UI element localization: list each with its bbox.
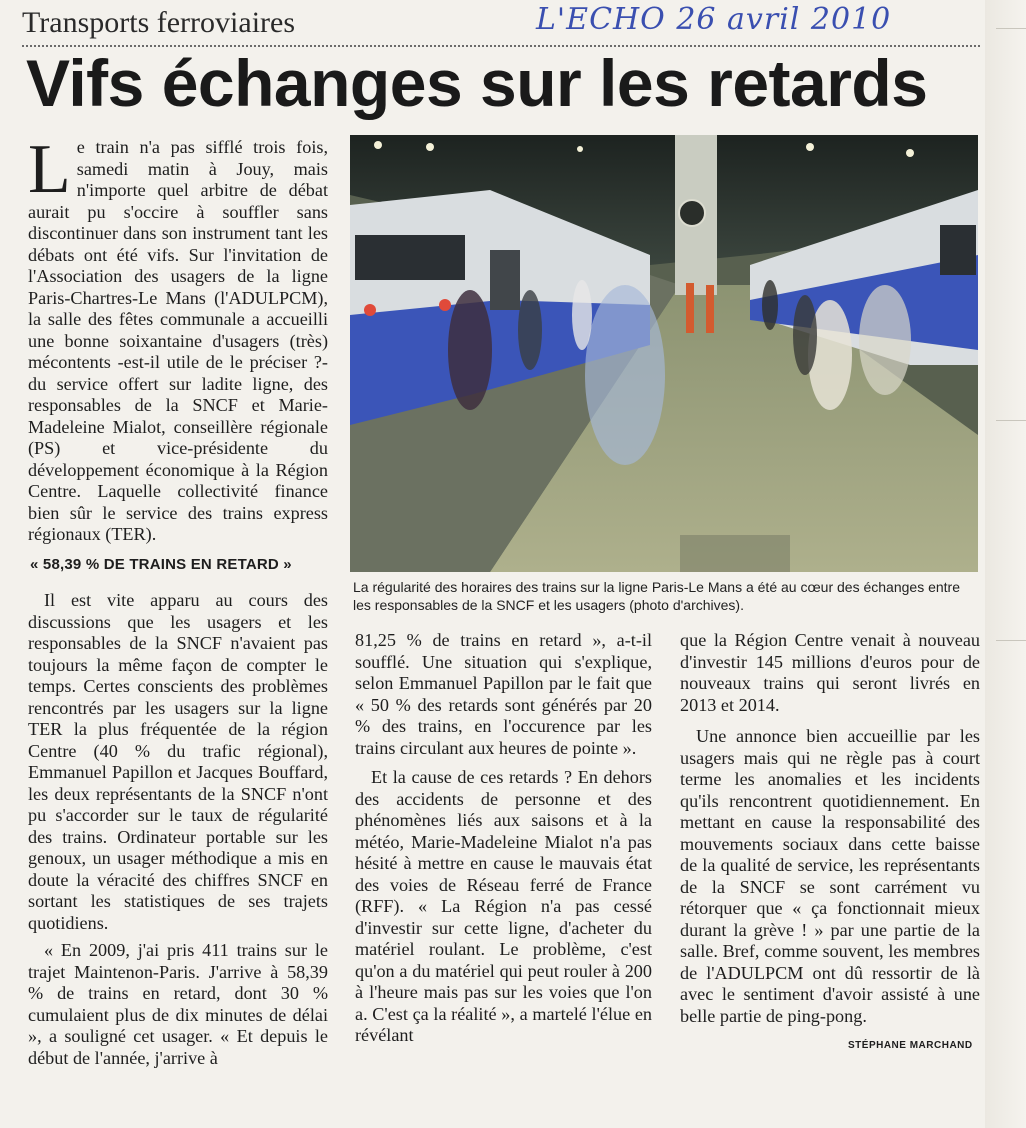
paragraph-quote: « En 2009, j'ai pris 411 trains sur le trajet Maintenon-Paris. J'arrive à 58,39 % de trains en retard, dont 30 % cumulaient plus de dix minutes de délai », a souligné cet usager. « Et depuis le début de l'année, j'arrive à <box>28 940 328 1068</box>
paragraph-body: Une annonce bien accueillie par les usagers mais qui ne règle pas à court terme les anomalies et les incidents qu'ils rencontrent quotidiennement. En mettant en cause la responsabilité des mouvements sociaux dans cette baisse de la qualité de service, les représentants de la SNCF se sont carrément vu rétorquer que « ça fonctionnait mieux durant la grève ! » par une partie de la salle. Bref, comme souvent, les membres de l'ADULPCM ont dû ressortir de là avec le sentiment d'avoir assisté à une belle partie de ping-pong. <box>680 726 980 1026</box>
edge-divider <box>996 28 1026 29</box>
paragraph-body: Et la cause de ces retards ? En dehors des accidents de personne et des phénomènes liés aux saisons et à la météo, Marie-Madeleine Mialot n'a pas hésité à mettre en cause le mauvais état des voies de Réseau ferré de France (RFF). « La Région n'a pas cessé d'investir sur cette ligne, d'acheter du matériel roulant. Le problème, c'est qu'on a du matériel qui peut rouler à 200 à l'heure mais pas sur les voies que l'on a. C'est ça la réalité », a martelé l'élue en révélant <box>355 767 652 1045</box>
paragraph-body: 81,25 % de trains en retard », a-t-il soufflé. Une situation qui s'explique, selon Emmanuel Papillon par le fait que « 50 % des retards sont générés par 20 % des trains, en l'occurence par les trains circulant aux heures de pointe ». <box>355 630 652 758</box>
article-headline: Vifs échanges sur les retards <box>26 46 928 120</box>
photo-caption: La régularité des horaires des trains sur la ligne Paris-Le Mans a été au cœur des échanges entre les responsables de la SNCF et les usagers (photo d'archives). <box>353 579 960 613</box>
drop-cap: L <box>28 131 71 208</box>
handwritten-source-note: L'ECHO 26 avril 2010 <box>536 2 892 37</box>
train-station-photo <box>350 135 978 572</box>
article-column-2 <box>355 630 652 1047</box>
paragraph-intro: e train n'a pas sifflé trois fois, samedi matin à Jouy, mais n'importe quel arbitre de débat aurait pu s'occire à souffler sans discontinuer dans son instrument tant les débats ont été vifs. Sur l'invitation de l'Association des usagers de la ligne Paris-Chartres-Le Mans (l'ADULPCM), la salle des fêtes communale a accueilli une bonne soixantaine d'usagers (très) mécontents -est-il utile de le préciser ?- du service offert sur ladite ligne, des responsables de la SNCF et Marie-Madeleine Mialot, conseillère régionale (PS) et vice-présidente du développement économique à la Région Centre. Laquelle collectivité finance bien sûr le service des trains express régionaux (TER). <box>28 137 328 544</box>
article-column-3 <box>680 630 980 1027</box>
paragraph-body: Il est vite apparu au cours des discussions que les usagers et les responsables de la SNCF n'avaient pas toujours la même façon de compter le temps. Certes conscients des problèmes rencontrés par les usagers sur la ligne TER la plus fréquentée de la région Centre (40 % du trafic régional), Emmanuel Papillon et Jacques Bouffard, les deux représentants de la SNCF n'ont pu s'accorder sur le taux de régularité des trains. Ordinateur portable sur les genoux, un usager méthodique a mis en doute la véracité des chiffres SNCF en sortant les statistiques de ses trajets quotidiens. <box>28 590 328 933</box>
article-photo <box>350 135 978 572</box>
author-signature: STÉPHANE MARCHAND <box>848 1040 973 1051</box>
paragraph-body: que la Région Centre venait à nouveau d'investir 145 millions d'euros pour de nouveaux trains qui seront livrés en 2013 et 2014. <box>680 630 980 715</box>
edge-divider <box>996 640 1026 641</box>
subheading: « 58,39 % DE TRAINS EN RETARD » <box>30 556 292 573</box>
article-column-1 <box>28 131 328 546</box>
edge-divider <box>996 420 1026 421</box>
section-rubric: Transports ferroviaires <box>22 6 296 39</box>
adjacent-page-edge <box>985 0 1026 1128</box>
article-column-1-cont <box>28 590 328 1069</box>
